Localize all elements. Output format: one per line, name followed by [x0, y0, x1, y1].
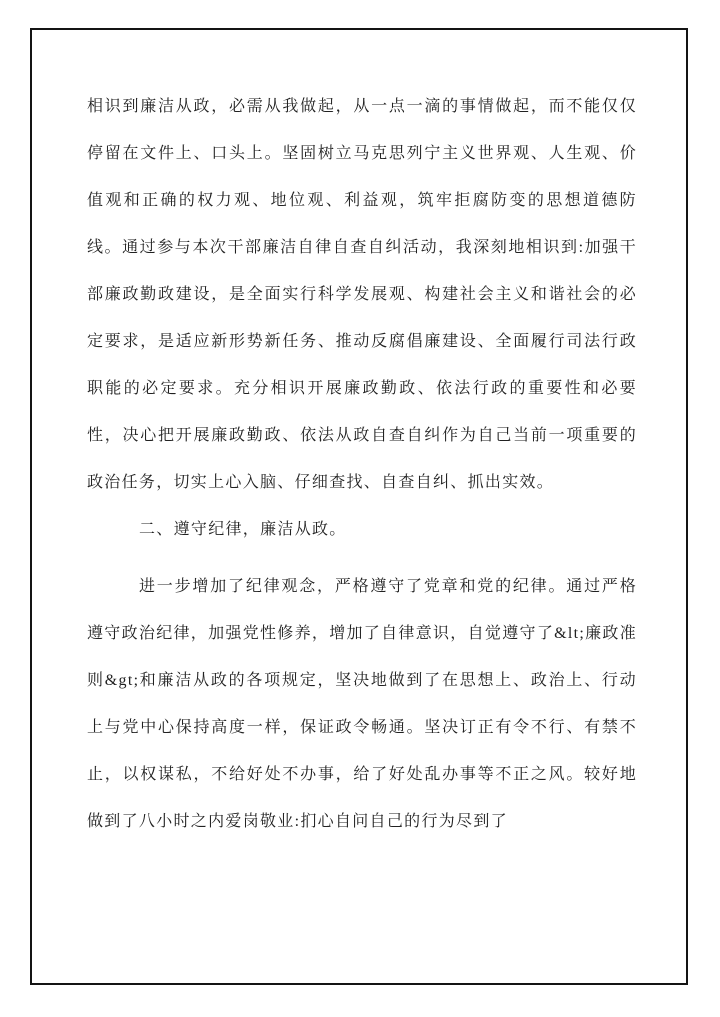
page-border	[30, 28, 688, 985]
section-heading: 二、遵守纪律，廉洁从政。	[139, 521, 347, 538]
paragraph-body: 进一步增加了纪律观念，严格遵守了党章和党的纪律。通过严格遵守政治纪律，加强党性修养，增加了自律意识，自觉遵守了&lt;廉政准则&gt;和廉洁从政的各项规定，坚决地做到了在思想上、政治上、行动上与党中心保持高度一样，保证政令畅通。坚决订正有令不行、有禁不止，以权谋私，不给好处不办事，给了好处乱办事等不正之风。较好地做到了八小时之内爱岗敬业:扪心自问自己的行为尽到了	[87, 578, 637, 830]
paragraph-continuation: 相识到廉洁从政，必需从我做起，从一点一滴的事情做起，而不能仅仅停留在文件上、口头上。坚固树立马克思列宁主义世界观、人生观、价值观和正确的权力观、地位观、利益观，筑牢拒腐防变的思想道德防线。通过参与本次干部廉洁自律自查自纠活动，我深刻地相识到:加强干部廉政勤政建设，是全面实行科学发展观、构建社会主义和谐社会的必定要求，是适应新形势新任务、推动反腐倡廉建设、全面履行司法行政职能的必定要求。充分相识开展廉政勤政、依法行政的重要性和必要性，决心把开展廉政勤政、依法从政自查自纠作为自己当前一项重要的政治任务，切实上心入脑、仔细查找、自查自纠、抓出实效。	[87, 98, 637, 491]
document-content	[87, 83, 637, 845]
